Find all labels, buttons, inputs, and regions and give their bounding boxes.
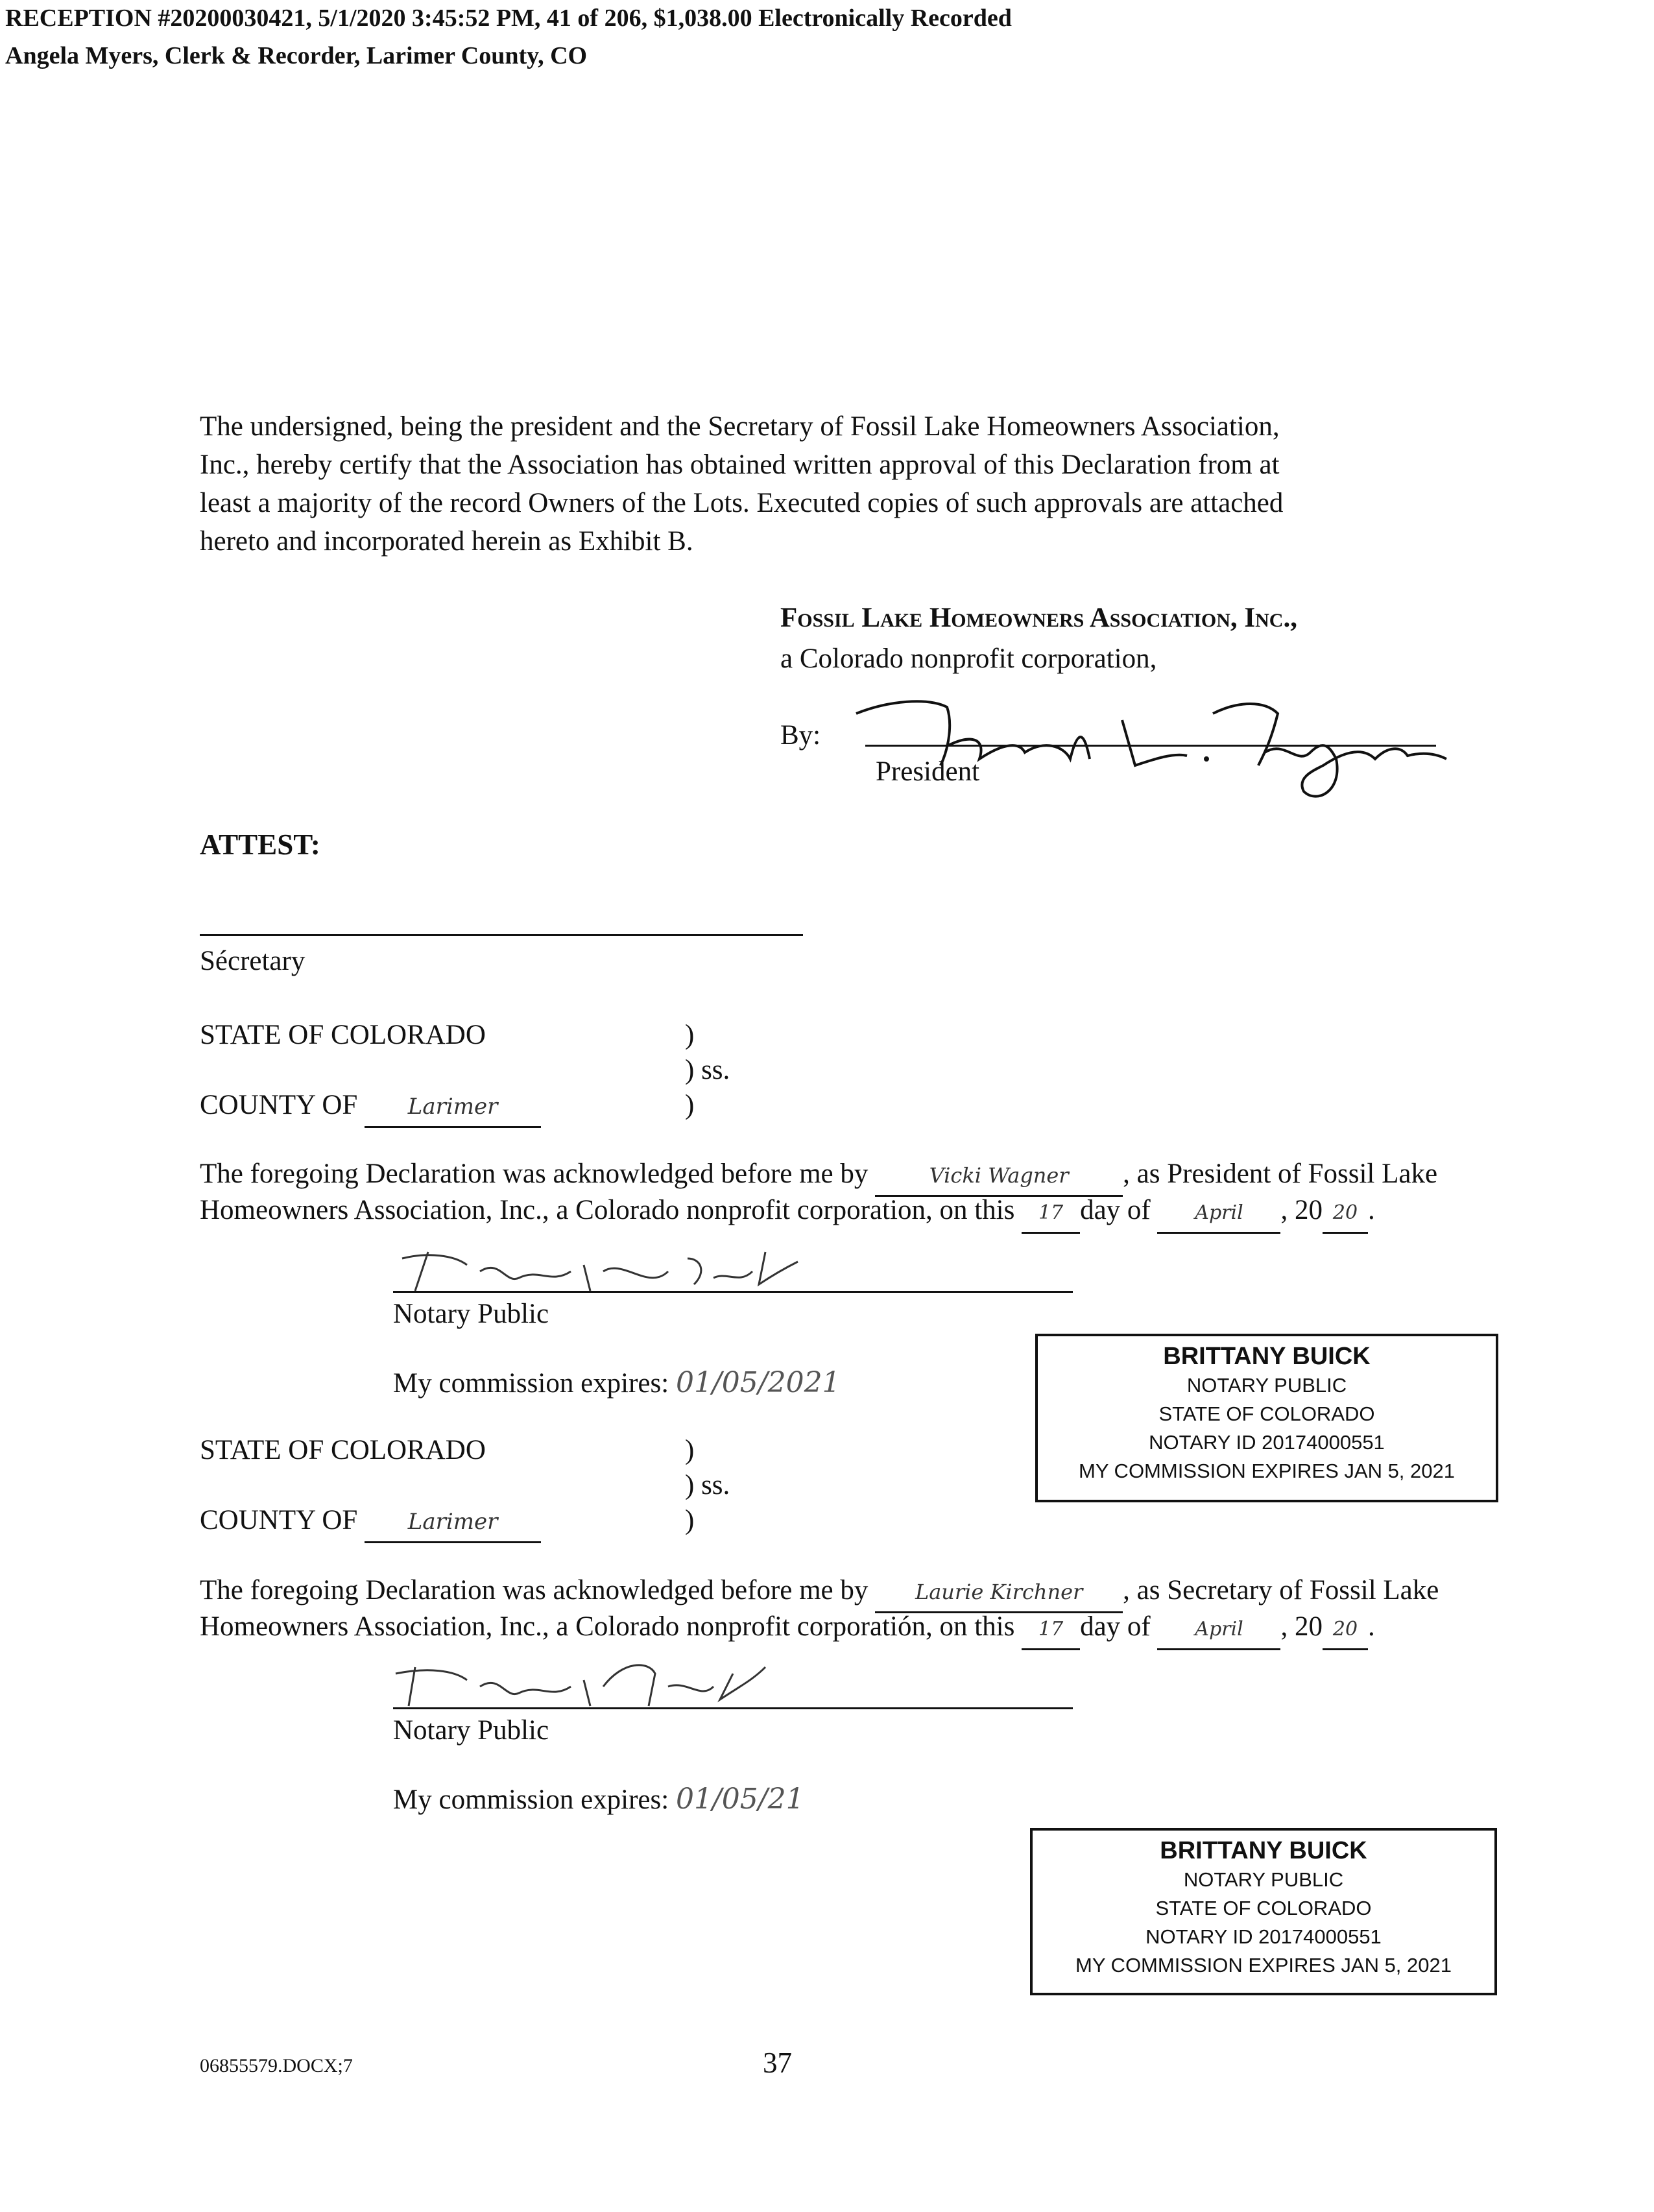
notary-public-label-1: Notary Public [393,1299,549,1329]
ack-month-1: April [1157,1194,1280,1234]
notary-signature-line-1 [393,1291,1073,1293]
ss-label-1: ) ss. [685,1055,730,1085]
county-value-2: Larimer [365,1503,541,1543]
president-title: President [876,756,980,787]
ack-text: The foregoing Declaration was acknowledged before me by [200,1575,869,1605]
ack-day-2: 17 [1022,1610,1080,1650]
stamp-line: NOTARY ID 20174000551 [1149,1431,1385,1454]
commission-label: My commission expires: [393,1368,669,1399]
period: . [1367,1611,1375,1642]
stamp-line: MY COMMISSION EXPIRES JAN 5, 2021 [1075,1954,1452,1977]
commission-line-1 [393,1364,841,1402]
ack-role-text: , as President of Fossil Lake [1123,1159,1438,1189]
county-value-1: Larimer [365,1088,541,1128]
ack-name-1: Vicki Wagner [875,1157,1123,1197]
paren-1a: ) [685,1020,695,1050]
commission-value-2: 01/05/21 [675,1783,804,1816]
ack-role-text: , as Secretary of Fossil Lake [1123,1575,1439,1605]
stamp-line: NOTARY ID 20174000551 [1145,1925,1382,1948]
year-prefix: , 20 [1280,1195,1323,1225]
ack-text: The foregoing Declaration was acknowledged before me by [200,1159,869,1189]
page-number: 37 [763,2047,792,2079]
certification-line: hereto and incorporated herein as Exhibit B. [200,526,693,557]
paren-2c: ) [685,1505,695,1535]
state-label-1: STATE OF COLORADO [200,1020,486,1050]
period: . [1367,1195,1375,1225]
county-line-1 [200,1086,541,1128]
stamp-line: MY COMMISSION EXPIRES JAN 5, 2021 [1079,1460,1455,1482]
ack-day-1: 17 [1022,1194,1080,1234]
day-of-label: day of [1080,1611,1151,1642]
certification-line: The undersigned, being the president and the Secretary of Fossil Lake Homeowners Association, [200,411,1280,442]
notary-signature-1 [389,1232,804,1304]
ack-text: Homeowners Association, Inc., a Colorado nonprofit corporatión, on this [200,1611,1015,1642]
recording-line-2: Angela Myers, Clerk & Recorder, Larimer County, CO [5,42,588,69]
stamp-line: STATE OF COLORADO [1158,1402,1375,1425]
document-id: 06855579.DOCX;7 [200,2055,353,2076]
certification-line: Inc., hereby certify that the Association has obtained written approval of this Declaration from at [200,450,1280,480]
commission-label: My commission expires: [393,1785,669,1815]
certification-line: least a majority of the record Owners of the Lots. Executed copies of such approvals are attached [200,488,1284,518]
stamp-line: NOTARY PUBLIC [1186,1374,1347,1397]
ack-line-1b [200,1191,1375,1234]
ack-name-2: Laurie Kirchner [875,1573,1123,1613]
paren-1c: ) [685,1090,695,1120]
notary-signature-line-2 [393,1707,1073,1709]
ack-year-2: 20 [1323,1610,1368,1650]
county-label-1: COUNTY OF [200,1090,358,1120]
ack-line-2b [200,1607,1375,1650]
day-of-label: day of [1080,1195,1151,1225]
state-label-2: STATE OF COLORADO [200,1435,486,1465]
notary-stamp-2 [1030,1828,1497,1995]
county-line-2 [200,1501,541,1543]
attest-label: ATTEST: [200,828,320,861]
ack-year-1: 20 [1323,1194,1368,1234]
year-prefix: , 20 [1280,1611,1323,1642]
association-type: a Colorado nonprofit corporation, [780,643,1157,674]
stamp-line: STATE OF COLORADO [1155,1897,1372,1919]
paren-2a: ) [685,1435,695,1465]
by-label: By: [780,720,821,751]
association-name: Fossil Lake Homeowners Association, Inc., [780,603,1297,633]
ack-text: Homeowners Association, Inc., a Colorado nonprofit corporation, on this [200,1195,1015,1225]
recording-line-1: RECEPTION #20200030421, 5/1/2020 3:45:52 PM, 41 of 206, $1,038.00 Electronically Recorded [5,5,1012,32]
notary-stamp-1 [1035,1334,1498,1502]
commission-line-2 [393,1780,804,1819]
president-signature [850,688,1466,804]
secretary-title: Sécretary [200,946,306,976]
notary-public-label-2: Notary Public [393,1715,549,1746]
commission-value-1: 01/05/2021 [675,1366,841,1399]
county-label-2: COUNTY OF [200,1505,358,1535]
secretary-signature-line [200,934,803,936]
stamp-name: BRITTANY BUICK [1163,1343,1371,1370]
ss-label-2: ) ss. [685,1470,730,1500]
certification-paragraph [200,407,1465,560]
stamp-name: BRITTANY BUICK [1160,1837,1367,1864]
ack-month-2: April [1157,1610,1280,1650]
stamp-line: NOTARY PUBLIC [1183,1868,1344,1891]
